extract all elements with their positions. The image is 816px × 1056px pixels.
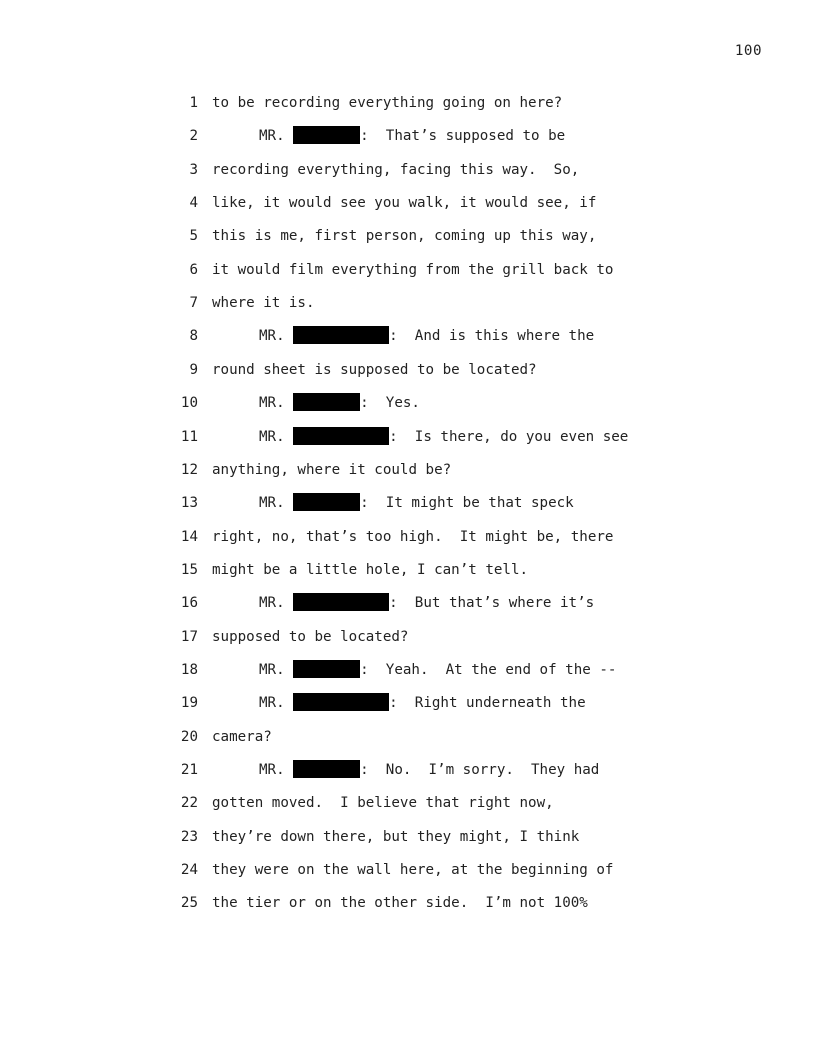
line-number: 15 [180,561,198,578]
page-number: 100 [734,43,762,59]
speaker-statement: : Yeah. At the end of the -- [360,661,617,678]
redaction-box [293,126,360,144]
line-number: 20 [180,728,198,745]
line-number: 9 [189,361,198,378]
redaction-box [293,660,360,678]
line-number: 12 [180,461,198,478]
line-number: 1 [189,95,198,111]
line-text: round sheet is supposed to be located? [212,361,537,378]
speaker-prefix: MR. [259,695,285,712]
line-text: to be recording everything going on here? [212,95,563,111]
line-text: they’re down there, but they might, I think [212,828,580,845]
line-text: right, no, that’s too high. It might be, there [212,528,614,545]
speaker-statement: : And is this where the [389,328,595,345]
line-number: 17 [180,628,198,645]
line-number: 5 [189,228,198,245]
line-number: 2 [189,128,198,145]
line-number: 6 [189,261,198,278]
redaction-box [293,326,389,344]
line-number: 25 [180,895,198,912]
speaker-prefix: MR. [259,595,285,612]
line-text: might be a little hole, I can’t tell. [212,561,529,578]
line-number: 19 [180,695,198,712]
line-text: anything, where it could be? [212,461,452,478]
line-number: 11 [180,428,198,445]
redaction-box [293,760,360,778]
line-text: it would film everything from the grill back to [212,261,614,278]
line-text: they were on the wall here, at the beginning of [212,862,614,879]
speaker-prefix: MR. [259,128,285,145]
speaker-line-text [259,427,628,447]
line-text: the tier or on the other side. I’m not 100% [212,895,588,912]
redaction-box [293,593,389,611]
line-number: 16 [180,595,198,612]
redaction-box [293,393,360,411]
redaction-box [293,427,389,445]
speaker-prefix: MR. [259,428,285,445]
speaker-prefix: MR. [259,762,285,778]
speaker-statement: : That’s supposed to be [360,128,566,145]
speaker-prefix: MR. [259,328,285,345]
line-number: 4 [189,195,198,212]
speaker-statement: : Right underneath the [389,695,586,712]
line-number: 8 [189,328,198,345]
speaker-line-text [259,393,420,413]
redaction-box [293,693,389,711]
line-number: 21 [180,762,198,778]
speaker-prefix: MR. [259,495,285,512]
line-number: 10 [180,395,198,412]
speaker-statement: : But that’s where it’s [389,595,595,612]
speaker-line-text [259,326,594,346]
speaker-line-text [259,126,565,146]
line-number: 23 [180,828,198,845]
line-text: like, it would see you walk, it would see, if [212,195,597,212]
line-number: 3 [189,161,198,178]
speaker-line-text [259,760,599,780]
speaker-prefix: MR. [259,395,285,412]
line-text: recording everything, facing this way. So, [212,161,580,178]
line-number: 24 [180,862,198,879]
speaker-statement: : Yes. [360,395,420,412]
speaker-line-text [259,693,586,713]
redaction-box [293,493,360,511]
speaker-statement: : No. I’m sorry. They had [360,762,600,778]
speaker-line-text [259,593,594,613]
speaker-prefix: MR. [259,661,285,678]
line-number: 13 [180,495,198,512]
speaker-statement: : Is there, do you even see [389,428,629,445]
line-number: 7 [189,295,198,312]
line-text: supposed to be located? [212,628,409,645]
line-text: camera? [212,728,272,745]
line-number: 18 [180,661,198,678]
line-number: 22 [180,795,198,812]
line-number: 14 [180,528,198,545]
line-text: this is me, first person, coming up this way, [212,228,597,245]
speaker-line-text [259,660,616,680]
speaker-statement: : It might be that speck [360,495,574,512]
line-text: where it is. [212,295,315,312]
line-text: gotten moved. I believe that right now, [212,795,554,812]
speaker-line-text [259,493,574,513]
